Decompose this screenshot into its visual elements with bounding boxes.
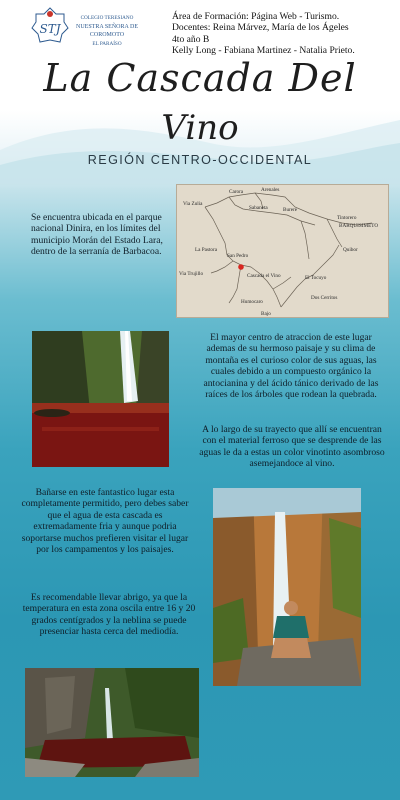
map-label: Dos Cerritos xyxy=(311,295,338,301)
map-label: Cascada el Vino xyxy=(247,273,281,279)
map-label: Sabaneta xyxy=(249,205,268,211)
page-title-line-2: Vino xyxy=(161,108,239,148)
school-line-2: NUESTRA SEÑORA DE COROMOTO xyxy=(75,23,138,38)
region-map xyxy=(176,184,389,318)
map-label: Humocaro xyxy=(241,299,263,305)
school-line-1: COLEGIO TERESIANO xyxy=(80,15,134,21)
map-label: Via Zulia xyxy=(183,201,203,207)
clothing-advice-paragraph: Es recomendable llevar abrigo, ya que la temperatura en esta zona oscila entre 16 y 20 grados centígrados y la neblina se puede presenciar hasta cerca del mediodía. xyxy=(22,592,196,638)
bathing-paragraph: Bañarse en este fantastico lugar esta completamente permitido, pero debes saber que el agua de esta cascada es extremadamente fria y aunque podria soportarse muchos prefieren visitar el lugar por los campamentos y los paisajes. xyxy=(21,487,189,556)
info-line-teachers: Docentes: Reina Márvez, María de los Ágeles xyxy=(172,22,349,34)
person-at-waterfall-photo xyxy=(213,488,361,686)
map-location-marker xyxy=(238,264,244,270)
red-pool-waterfall-photo xyxy=(32,331,169,467)
project-info xyxy=(172,11,398,57)
map-label: San Pedro xyxy=(227,253,249,259)
school-line-3: EL PARAÍSO xyxy=(92,40,122,47)
map-label: El Tocuyo xyxy=(305,275,327,281)
iron-color-paragraph: A lo largo de su trayecto que allí se encuentran con el material ferroso que se desprende de las aguas le da a estas un color vinotinto asombroso asemejandoce al vino. xyxy=(199,424,385,470)
info-line-grade: 4to año B xyxy=(172,33,210,45)
school-name xyxy=(66,14,148,48)
map-label: Arenales xyxy=(261,187,280,193)
attraction-paragraph: El mayor centro de atraccion de este lugar ademas de su hermoso paisaje y su clima de montaña es el curioso color de sus aguas, las cuales debido a un compuesto orgánico la antocianina y del ácido tánico derivado de las raíces de los árboles que rodean la quebrada. xyxy=(203,332,379,401)
info-line-students: Kelly Long - Fabiana Martinez - Natalia Prieto. xyxy=(172,45,355,57)
page-title-line-1: La Cascada Del xyxy=(43,56,357,100)
map-label: La Pastora xyxy=(195,247,218,253)
region-subtitle: REGIÓN CENTRO-OCCIDENTAL xyxy=(87,153,313,167)
logo-monogram: STJ xyxy=(39,22,61,36)
map-label: BARQUISIMETO xyxy=(339,223,379,229)
red-pool-forest-photo xyxy=(25,668,199,777)
map-label: Tintorero xyxy=(337,215,357,221)
map-label: Quibor xyxy=(343,247,358,253)
map-label: Burere xyxy=(283,207,298,213)
school-logo xyxy=(30,6,70,46)
map-label: Bajo xyxy=(261,311,271,317)
info-line-subject: Área de Formación: Página Web - Turismo. xyxy=(172,11,340,22)
map-label: Via Trujillo xyxy=(179,271,204,277)
location-paragraph: Se encuentra ubicada en el parque nacional Dinira, en los límites del municipio Morán del Estado Lara, dentro de la serranía de Barbacoa. xyxy=(31,212,163,258)
map-label: Carora xyxy=(229,189,244,195)
